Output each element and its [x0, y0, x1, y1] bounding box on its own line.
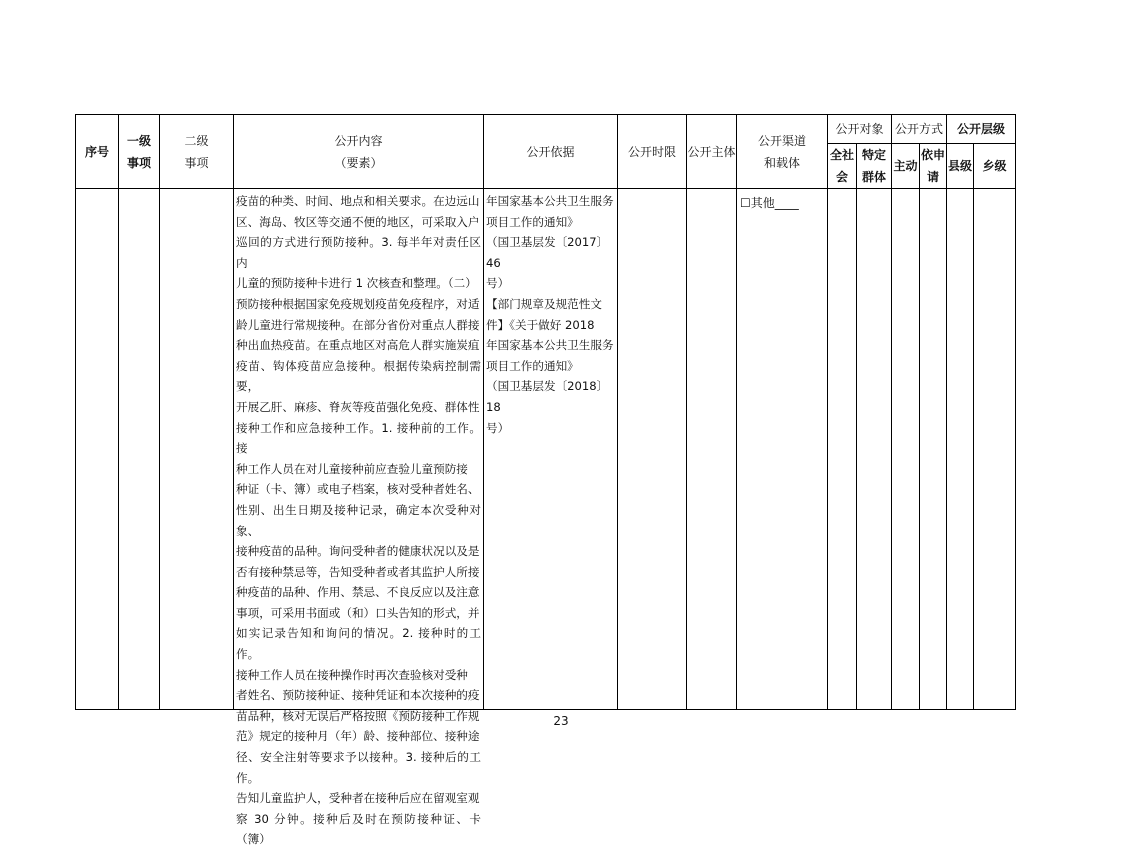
- header-time-limit: 公开时限: [618, 115, 687, 189]
- header-subject: 公开主体: [687, 115, 737, 189]
- header-township: 乡级: [974, 144, 1016, 189]
- cell-level1: [119, 189, 160, 710]
- content-line: 种出血热疫苗。在重点地区对高危人群实施炭疽: [236, 338, 480, 353]
- content-line: 接种疫苗的品种。询问受种者的健康状况以及是: [236, 544, 480, 559]
- header-whole-society: 全社 会: [828, 144, 857, 189]
- content-line: 疫苗的种类、时间、地点和相关要求。在边远山: [236, 194, 480, 208]
- content-line: 事项，可采用书面或（和）口头告知的形式，并: [236, 605, 480, 620]
- content-line: 疫苗、钩体疫苗应急接种。根据传染病控制需要，: [236, 358, 481, 394]
- cell-seq: [76, 189, 119, 710]
- basis-line: 号）: [486, 420, 510, 435]
- header-proactive: 主动: [892, 144, 920, 189]
- basis-line: 【部门规章及规范性文: [486, 296, 602, 311]
- content-text: [234, 189, 483, 847]
- cell-on-request: [920, 189, 947, 710]
- content-line: 区、海岛、牧区等交通不便的地区，可采取入户: [236, 214, 480, 229]
- cell-county: [947, 189, 974, 710]
- basis-line: （国卫基层发〔2017〕46: [486, 235, 609, 270]
- basis-line: 项目工作的通知》: [486, 214, 579, 229]
- basis-line: 号）: [486, 276, 510, 291]
- content-line: 种工作人员在对儿童接种前应查验儿童预防接: [236, 461, 468, 476]
- cell-time-limit: [618, 189, 687, 710]
- header-level2: 二级 事项: [160, 115, 234, 189]
- content-line: 者姓名、预防接种证、接种凭证和本次接种的疫: [236, 688, 480, 703]
- content-line: 性别、出生日期及接种记录，确定本次受种对象、: [236, 502, 481, 538]
- header-target: 公开对象: [828, 115, 892, 144]
- header-method: 公开方式: [892, 115, 947, 144]
- cell-level2: [160, 189, 234, 710]
- header-county: 县级: [947, 144, 974, 189]
- basis-line: 件】《关于做好 2018: [486, 317, 595, 332]
- header-tier: 公开层级: [947, 115, 1016, 144]
- content-line: 儿童的预防接种卡进行 1 次核查和整理。（二）: [236, 276, 477, 291]
- header-basis: 公开依据: [484, 115, 618, 189]
- cell-specific-group: [857, 189, 892, 710]
- content-line: 径、安全注射等要求予以接种。3. 接种后的工作。: [236, 750, 481, 785]
- content-line: 否有接种禁忌等，告知受种者或者其监护人所接: [236, 564, 480, 579]
- basis-text: [484, 189, 617, 438]
- header-specific-group: 特定 群体: [857, 144, 892, 189]
- channel-other-checkbox: ☐其他____: [740, 196, 799, 210]
- cell-subject: [687, 189, 737, 710]
- cell-content: [234, 189, 484, 847]
- content-line: 接种工作人员在接种操作时再次查验核对受种: [236, 667, 468, 682]
- cell-township: [974, 189, 1016, 710]
- header-channel: 公开渠道 和载体: [737, 115, 828, 189]
- content-line: 开展乙肝、麻疹、脊灰等疫苗强化免疫、群体性: [236, 399, 480, 414]
- page-number: 23: [553, 714, 569, 728]
- content-line: 范》规定的接种月（年）龄、接种部位、接种途: [236, 729, 480, 744]
- basis-line: 年国家基本公共卫生服务: [486, 194, 614, 208]
- content-line: 巡回的方式进行预防接种。3. 每半年对责任区内: [236, 235, 481, 270]
- content-line: 如实记录告知和询问的情况。2. 接种时的工作。: [236, 626, 481, 662]
- header-content: 公开内容 （要素）: [234, 115, 484, 189]
- content-line: 种证（卡、簿）或电子档案，核对受种者姓名、: [236, 482, 480, 497]
- cell-proactive: [892, 189, 920, 710]
- content-line: 察 30 分钟。接种后及时在预防接种证、卡（簿）: [236, 811, 481, 847]
- cell-whole-society: [828, 189, 857, 710]
- content-line: 龄儿童进行常规接种。在部分省份对重点人群接: [236, 317, 480, 332]
- basis-line: 项目工作的通知》: [486, 358, 579, 373]
- cell-channel: [737, 189, 828, 710]
- header-on-request: 依申 请: [920, 144, 947, 189]
- cell-basis: [484, 189, 618, 710]
- table-row: [76, 189, 1016, 710]
- content-line: 预防接种根据国家免疫规划疫苗免疫程序，对适: [236, 296, 480, 311]
- content-line: 苗品种，核对无误后严格按照《预防接种工作规: [236, 708, 480, 723]
- header-seq: 序号: [76, 115, 119, 189]
- basis-line: 年国家基本公共卫生服务: [486, 338, 614, 353]
- content-line: 种疫苗的品种、作用、禁忌、不良反应以及注意: [236, 585, 480, 600]
- content-line: 接种工作和应急接种工作。1. 接种前的工作。接: [236, 420, 481, 456]
- header-level1: 一级 事项: [119, 115, 160, 189]
- content-line: 告知儿童监护人，受种者在接种后应在留观室观: [236, 791, 480, 806]
- basis-line: （国卫基层发〔2018〕18: [486, 379, 609, 414]
